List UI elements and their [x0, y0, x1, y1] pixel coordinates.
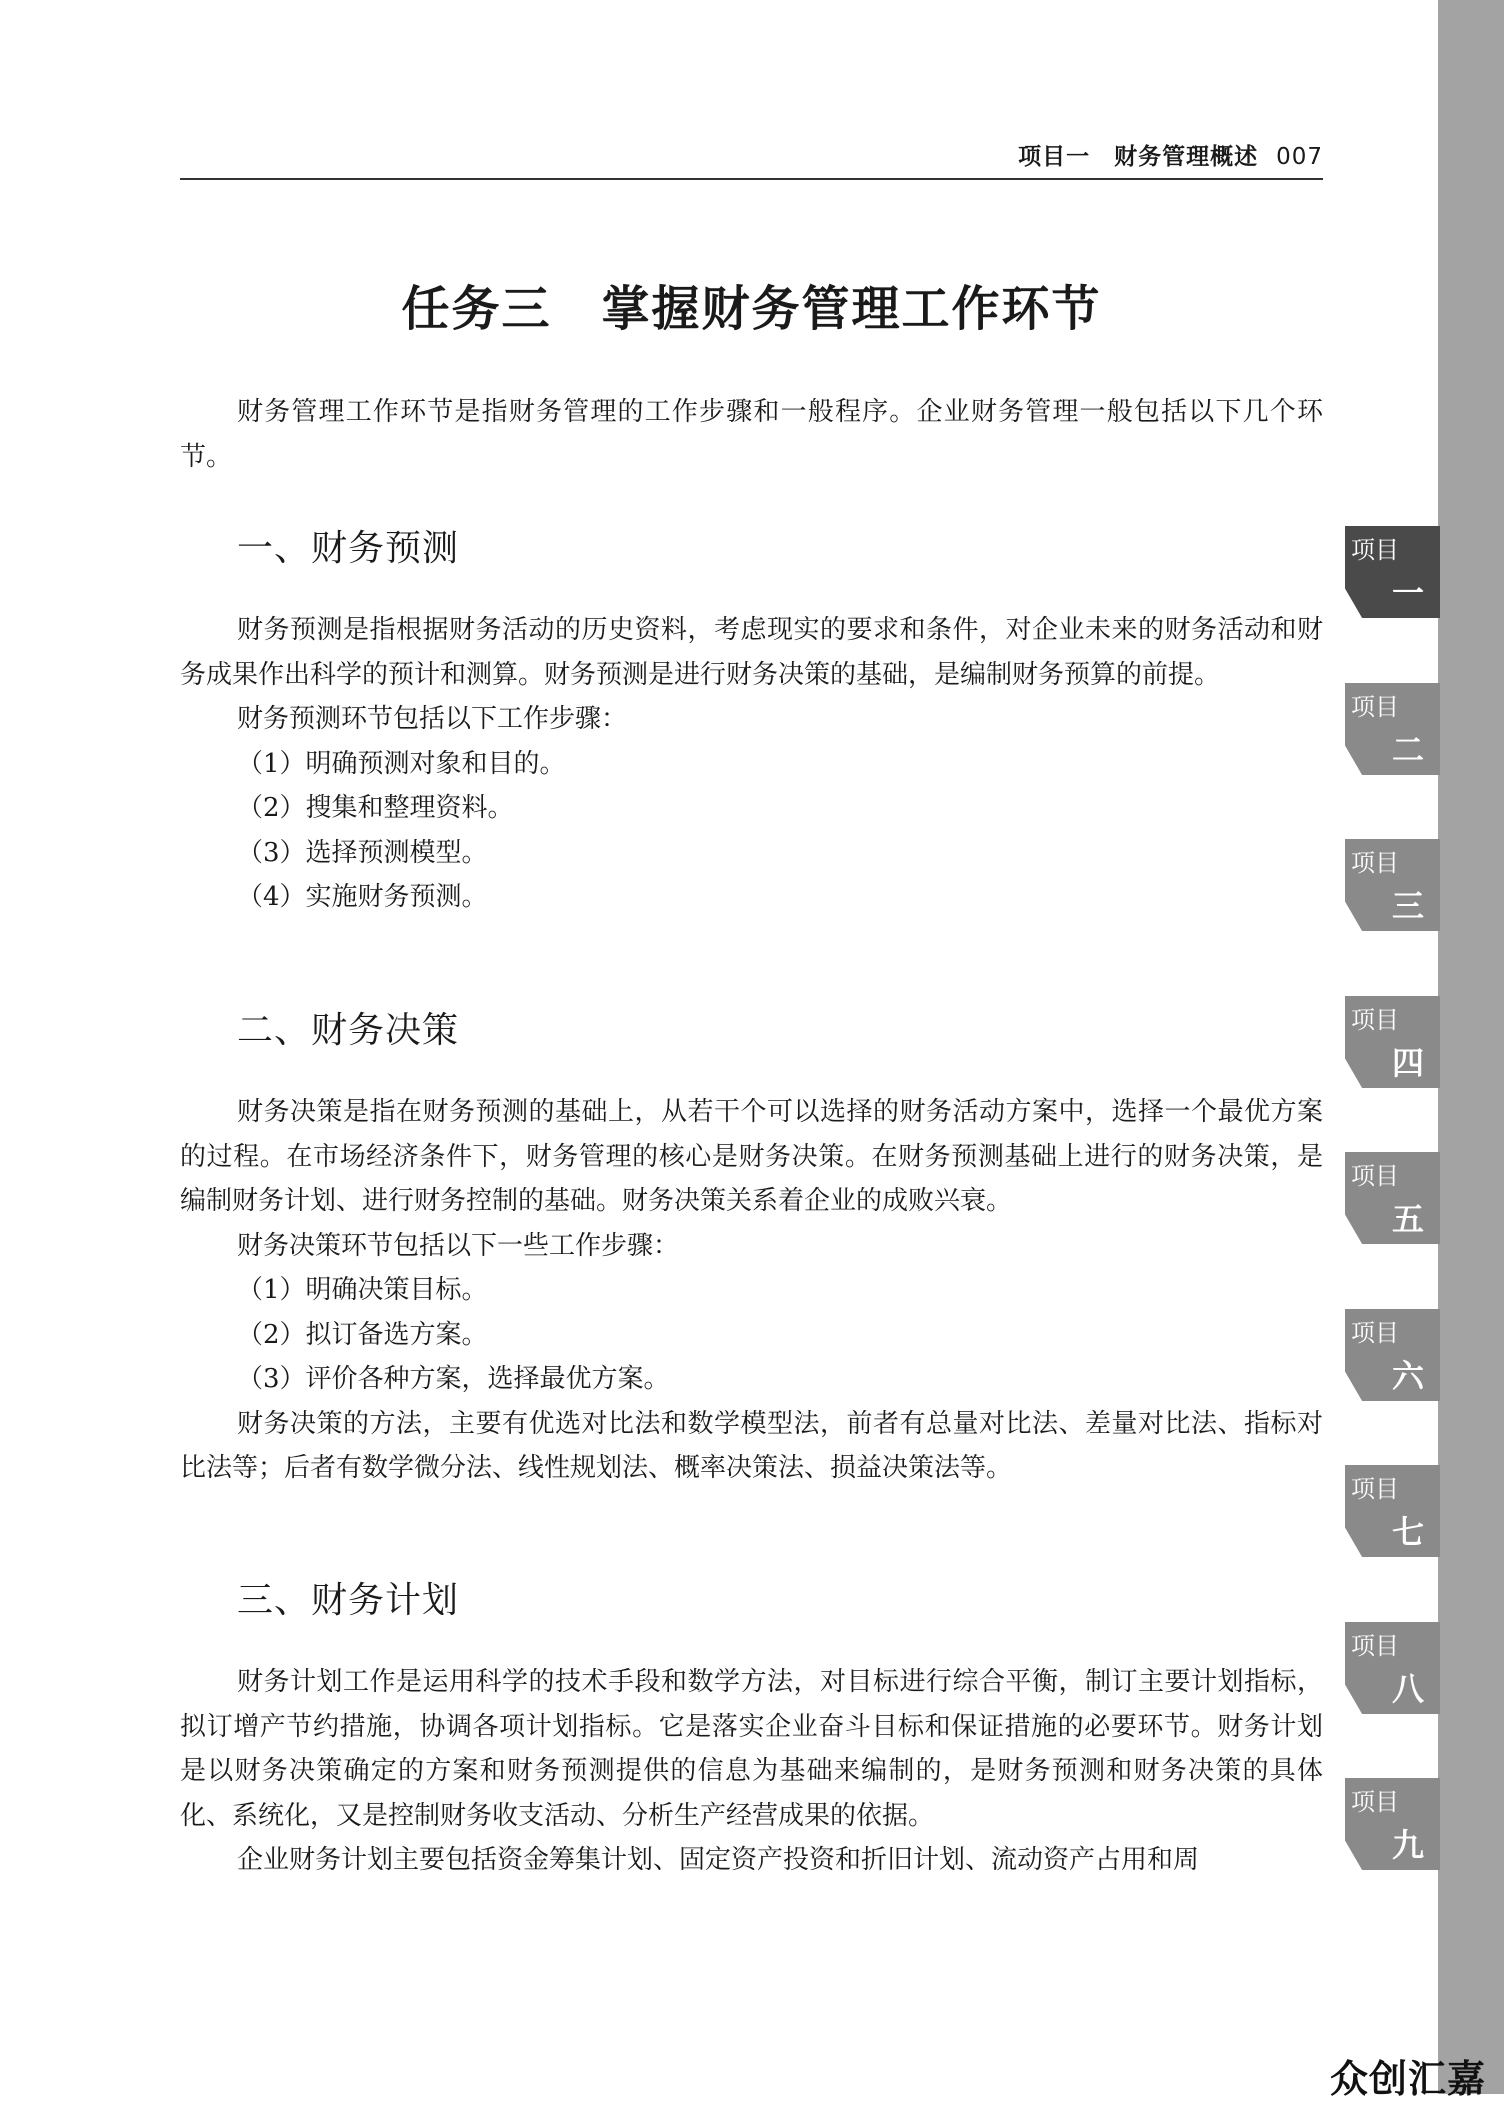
running-header: [180, 138, 1323, 171]
body-paragraph: 企业财务计划主要包括资金筹集计划、固定资产投资和折旧计划、流动资产占用和周: [237, 1845, 1200, 1875]
tab-label: 项目: [1351, 1788, 1399, 1816]
sidebar-strip: [1438, 0, 1504, 2094]
body-paragraph: 财务预测环节包括以下工作步骤：: [237, 704, 628, 734]
tab-project-6[interactable]: [1345, 1309, 1440, 1401]
section-heading-decision: 二、财务决策: [237, 1010, 460, 1051]
task-title: [180, 270, 1323, 339]
tab-label: 项目: [1351, 1319, 1399, 1347]
page-number: 007: [1276, 144, 1323, 170]
section-forecast-body: [180, 608, 1323, 920]
tab-label: 项目: [1351, 693, 1399, 721]
intro-paragraph: 财务管理工作环节是指财务管理的工作步骤和一般程序。企业财务管理一般包括以下几个环节。: [180, 397, 1323, 472]
header-chapter: 财务管理概述: [1114, 144, 1259, 170]
body-paragraph: 财务决策环节包括以下一些工作步骤：: [237, 1230, 680, 1261]
tab-label: 项目: [1351, 536, 1399, 564]
tab-project-8[interactable]: [1345, 1622, 1440, 1714]
list-item: （1）明确决策目标。: [237, 1275, 488, 1305]
task-name: 掌握财务管理工作环节: [601, 281, 1102, 337]
body-paragraph: 财务预测是指根据财务活动的历史资料，考虑现实的要求和条件，对企业未来的财务活动和财务成果作出科学的预计和测算。财务预测是进行财务决策的基础，是编制财务预算的前提。: [180, 615, 1323, 690]
tab-label: 项目: [1351, 1475, 1399, 1503]
tab-label: 项目: [1351, 1632, 1399, 1660]
section-decision-body: [180, 1090, 1323, 1491]
body-paragraph: 财务决策的方法，主要有优选对比法和数学模型法，前者有总量对比法、差量对比法、指标对比法等；后者有数学微分法、线性规划法、概率决策法、损益决策法等。: [180, 1408, 1323, 1483]
tab-number: 三: [1391, 887, 1424, 925]
tab-project-5[interactable]: [1345, 1152, 1440, 1244]
section-heading-forecast: 一、财务预测: [237, 528, 460, 569]
tab-project-1[interactable]: [1345, 526, 1440, 618]
list-item: （3）选择预测模型。: [237, 837, 488, 868]
tab-number: 七: [1391, 1513, 1424, 1551]
tab-number: 五: [1391, 1200, 1424, 1238]
section-plan-body: [180, 1660, 1323, 1883]
tab-label: 项目: [1351, 849, 1399, 877]
tab-number: 八: [1391, 1670, 1424, 1708]
tab-number: 一: [1391, 574, 1424, 612]
header-rule: [180, 178, 1323, 180]
watermark-text: 众创汇嘉: [1330, 2057, 1487, 2101]
task-number: 任务三: [401, 281, 552, 337]
tab-project-3[interactable]: [1345, 839, 1440, 931]
section-heading-plan: 三、财务计划: [237, 1580, 460, 1621]
list-item: （2）搜集和整理资料。: [237, 793, 514, 823]
tab-label: 项目: [1351, 1162, 1399, 1190]
body-paragraph: 财务决策是指在财务预测的基础上，从若干个可以选择的财务活动方案中，选择一个最优方案的过程。在市场经济条件下，财务管理的核心是财务决策。在财务预测基础上进行的财务决策，是编制财务计划、进行财务控制的基础。财务决策关系着企业的成败兴衰。: [180, 1097, 1323, 1216]
tab-project-9[interactable]: [1345, 1778, 1440, 1870]
list-item: （4）实施财务预测。: [237, 882, 488, 912]
tab-label: 项目: [1351, 1006, 1399, 1034]
tab-number: 六: [1391, 1357, 1424, 1395]
list-item: （1）明确预测对象和目的。: [237, 748, 566, 779]
body-paragraph: 财务计划工作是运用科学的技术手段和数学方法，对目标进行综合平衡，制订主要计划指标，拟订增产节约措施，协调各项计划指标。它是落实企业奋斗目标和保证措施的必要环节。财务计划是以财务决策确定的方案和财务预测提供的信息为基础来编制的，是财务预测和财务决策的具体化、系统化，又是控制财务收支活动、分析生产经营成果的依据。: [180, 1667, 1323, 1831]
tab-project-7[interactable]: [1345, 1465, 1440, 1557]
list-item: （2）拟订备选方案。: [237, 1319, 488, 1350]
tab-number: 四: [1391, 1044, 1424, 1082]
tab-project-4[interactable]: [1345, 996, 1440, 1088]
tab-number: 二: [1391, 731, 1424, 769]
header-project: 项目一: [1018, 144, 1091, 170]
tab-project-2[interactable]: [1345, 683, 1440, 775]
list-item: （3）评价各种方案，选择最优方案。: [237, 1364, 670, 1394]
tab-number: 九: [1391, 1826, 1424, 1864]
